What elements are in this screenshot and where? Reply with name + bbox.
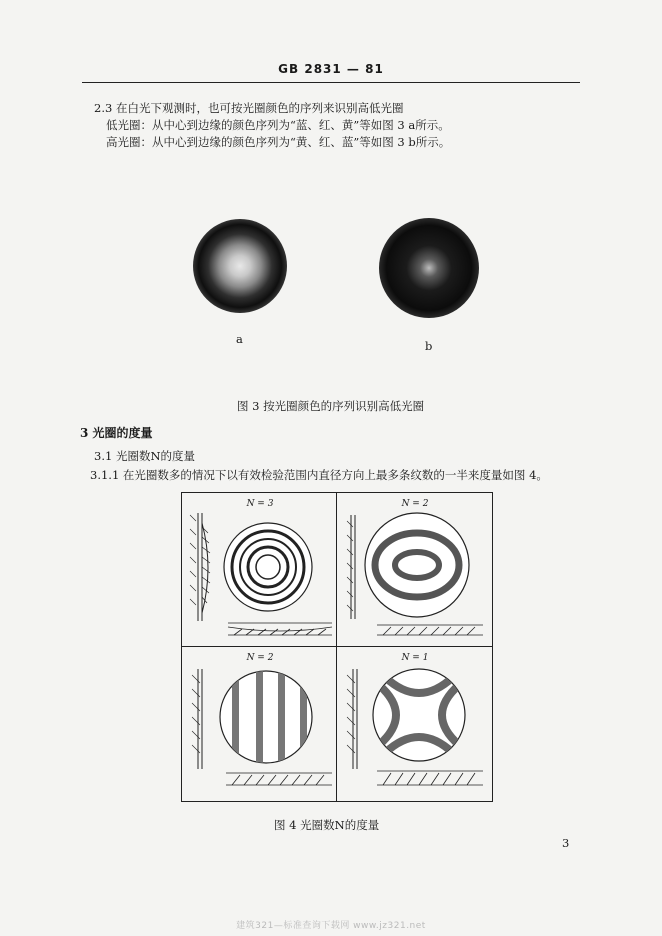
- figure-4-grid: [181, 492, 493, 802]
- figure-4-cell-n3: [182, 493, 338, 648]
- standard-header: GB 2831 — 81: [278, 62, 384, 76]
- figure-3-label-a: a: [236, 332, 243, 346]
- high-ring-photo: [379, 218, 479, 318]
- high-ring-description: 高光圈：从中心到边缘的颜色序列为“黄、红、蓝”等如图 3 b所示。: [106, 135, 451, 149]
- figure-4-caption: 图 4 光圈数N的度量: [274, 818, 380, 832]
- section-3-1-1-text: 3.1.1 在光圈数多的情况下以有效检验范围内直径方向上最多条纹数的一半来度量如图 4。: [90, 468, 548, 482]
- header-rule: [82, 82, 580, 83]
- figure-3-label-b: b: [425, 339, 433, 353]
- page-number: 3: [562, 836, 570, 850]
- cell-label: N = 2: [401, 499, 429, 509]
- figure-3-images: [180, 210, 480, 320]
- figure-4-cell-n2-straight: [182, 647, 338, 802]
- cell-label: N = 1: [401, 653, 429, 663]
- cell-label: N = 2: [246, 653, 274, 663]
- section-2-3-intro: 2.3 在白光下观测时，也可按光圈颜色的序列来识别高低光圈: [94, 101, 404, 115]
- low-ring-photo: [193, 219, 287, 313]
- figure-3-caption: 图 3 按光圈颜色的序列识别高低光圈: [237, 399, 425, 413]
- low-ring-description: 低光圈：从中心到边缘的颜色序列为“蓝、红、黄”等如图 3 a所示。: [106, 118, 450, 132]
- figure-4-cell-n2-elliptic: [337, 493, 493, 648]
- cell-label: N = 3: [246, 499, 274, 509]
- figure-4-cell-n1-saddle: [337, 647, 493, 802]
- section-3-heading: 3 光圈的度量: [80, 426, 153, 440]
- section-3-1-heading: 3.1 光圈数N的度量: [94, 449, 196, 463]
- footer-watermark: 建筑321—标准查询下载网 www.jz321.net: [236, 921, 426, 931]
